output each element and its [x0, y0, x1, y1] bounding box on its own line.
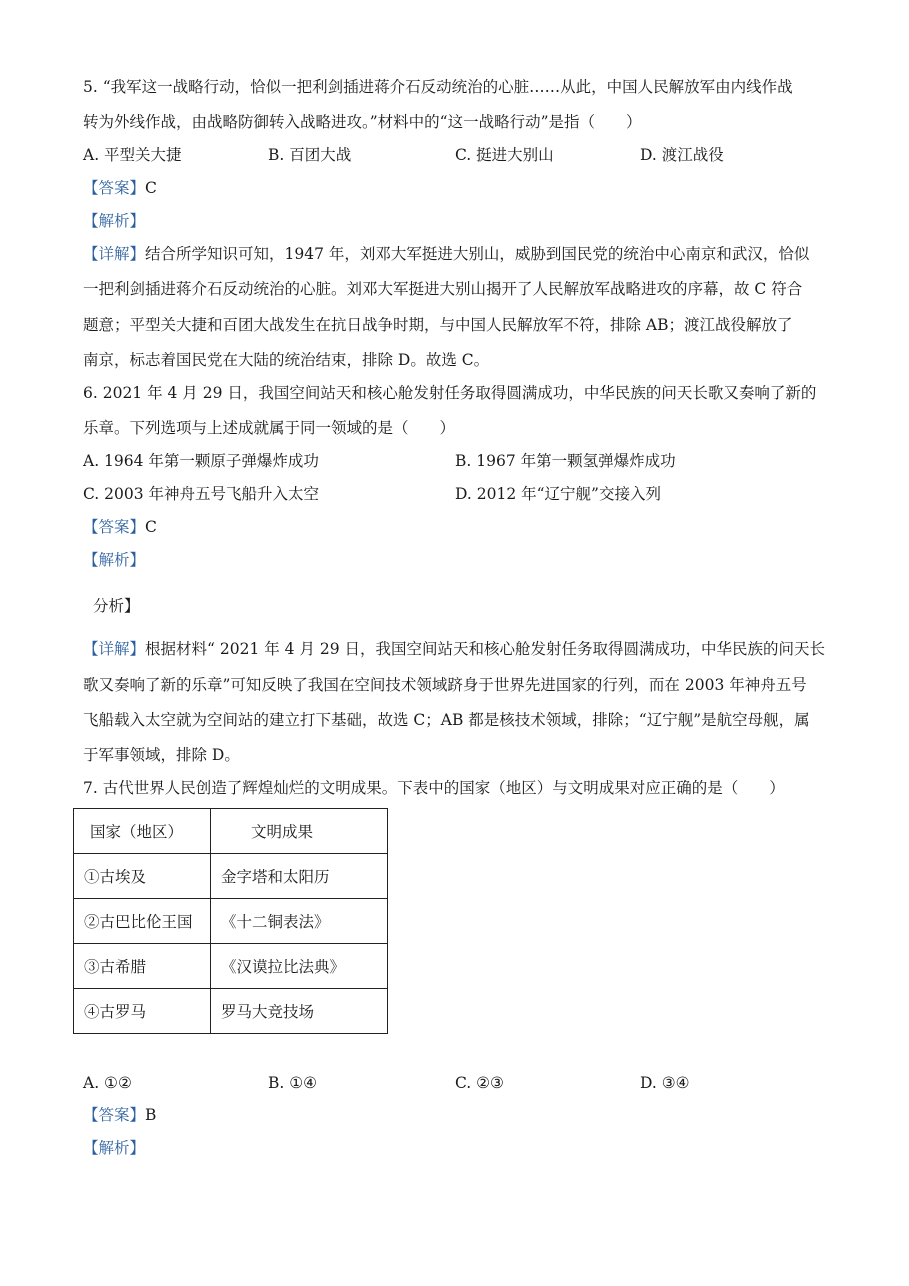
answer-value: B [145, 1106, 157, 1124]
q5-option-b: B. 百团大战 [268, 146, 352, 164]
answer-tag: 【答案】 [83, 518, 146, 536]
q6-option-b: B. 1967 年第一颗氢弹爆炸成功 [455, 452, 676, 470]
table-row [74, 989, 388, 1034]
table-row [74, 854, 388, 899]
table-header-cell: 国家（地区） [74, 809, 211, 854]
q6-stem-line1: 6. 2021 年 4 月 29 日，我国空间站天和核心舱发射任务取得圆满成功，中华民族的问天长歌又奏响了新的 [83, 384, 817, 402]
table-cell: 罗马大竞技场 [211, 989, 388, 1034]
civilization-table [73, 808, 388, 1034]
q5-answer [83, 178, 157, 198]
q5-option-d: D. 渡江战役 [640, 146, 724, 164]
q7-option-d: D. ③④ [640, 1074, 690, 1092]
detail-tag: 【详解】 [83, 245, 146, 263]
q5-detail-line4: 南京，标志着国民党在大陆的统治结束，排除 D。故选 C。 [83, 351, 490, 369]
q6-detail-line4: 于军事领域，排除 D。 [83, 746, 240, 764]
q6-detail-line3: 飞船载入太空就为空间站的建立打下基础，故选 C；AB 都是核技术领域，排除；“辽宁舰”是航空母舰，属 [83, 711, 810, 729]
table-header-row [74, 809, 388, 854]
table-header-cell: 文明成果 [211, 809, 388, 854]
table-cell: 《十二铜表法》 [211, 899, 388, 944]
table-cell: ②古巴比伦王国 [74, 899, 211, 944]
table-cell: ④古罗马 [74, 989, 211, 1034]
q5-option-a: A. 平型关大捷 [83, 146, 182, 164]
q5-detail-line2: 一把利剑插进蒋介石反动统治的心脏。刘邓大军挺进大别山揭开了人民解放军战略进攻的序幕，故 C 符合 [83, 280, 803, 298]
q7-option-b: B. ①④ [268, 1074, 318, 1092]
q6-answer [83, 517, 157, 537]
q7-answer [83, 1105, 156, 1125]
q7-option-a: A. ①② [83, 1074, 132, 1092]
answer-tag: 【答案】 [83, 179, 146, 197]
answer-tag: 【答案】 [83, 1106, 146, 1124]
answer-value: C [145, 179, 157, 197]
detail-text: 结合所学知识可知，1947 年，刘邓大军挺进大别山，威胁到国民党的统治中心南京和武汉，恰似 [145, 245, 810, 263]
q7-analysis-tag: 【解析】 [83, 1139, 146, 1157]
q6-detail-line2: 歌又奏响了新的乐章”可知反映了我国在空间技术领域跻身于世界先进国家的行列，而在 2003 年神舟五号 [83, 676, 807, 694]
q6-stem-line2: 乐章。下列选项与上述成就属于同一领域的是（ ） [83, 419, 456, 437]
q5-stem-line2: 转为外线作战，由战略防御转入战略进攻。”材料中的“这一战略行动”是指（ ） [83, 113, 642, 131]
table-row [74, 899, 388, 944]
q5-analysis-tag: 【解析】 [83, 212, 146, 230]
table-cell: ①古埃及 [74, 854, 211, 899]
q6-option-d: D. 2012 年“辽宁舰”交接入列 [455, 485, 661, 503]
q6-analysis-tag: 【解析】 [83, 551, 146, 569]
q5-detail-line1 [83, 244, 809, 264]
table-cell: 金字塔和太阳历 [211, 854, 388, 899]
answer-value: C [145, 518, 157, 536]
q6-detail-line1 [83, 639, 825, 659]
detail-text: 根据材料“ 2021 年 4 月 29 日，我国空间站天和核心舱发射任务取得圆满成功，中华民族的问天长 [145, 640, 826, 658]
table-row [74, 944, 388, 989]
q6-option-a: A. 1964 年第一颗原子弹爆炸成功 [83, 452, 319, 470]
detail-tag: 【详解】 [83, 640, 146, 658]
q7-stem-line1: 7. 古代世界人民创造了辉煌灿烂的文明成果。下表中的国家（地区）与文明成果对应正确的是（ ） [83, 779, 785, 797]
q6-fenxi: 分析】 [93, 597, 140, 615]
q5-detail-line3: 题意；平型关大捷和百团大战发生在抗日战争时期，与中国人民解放军不符，排除 AB；渡江战役解放了 [83, 316, 793, 334]
q5-stem-line1: 5. “我军这一战略行动，恰似一把利剑插进蒋介石反动统治的心脏……从此，中国人民解放军由内线作战 [83, 78, 793, 96]
q5-option-c: C. 挺进大别山 [455, 146, 554, 164]
table-cell: ③古希腊 [74, 944, 211, 989]
q7-option-c: C. ②③ [455, 1074, 504, 1092]
q6-option-c: C. 2003 年神舟五号飞船升入太空 [83, 485, 320, 503]
table-cell: 《汉谟拉比法典》 [211, 944, 388, 989]
